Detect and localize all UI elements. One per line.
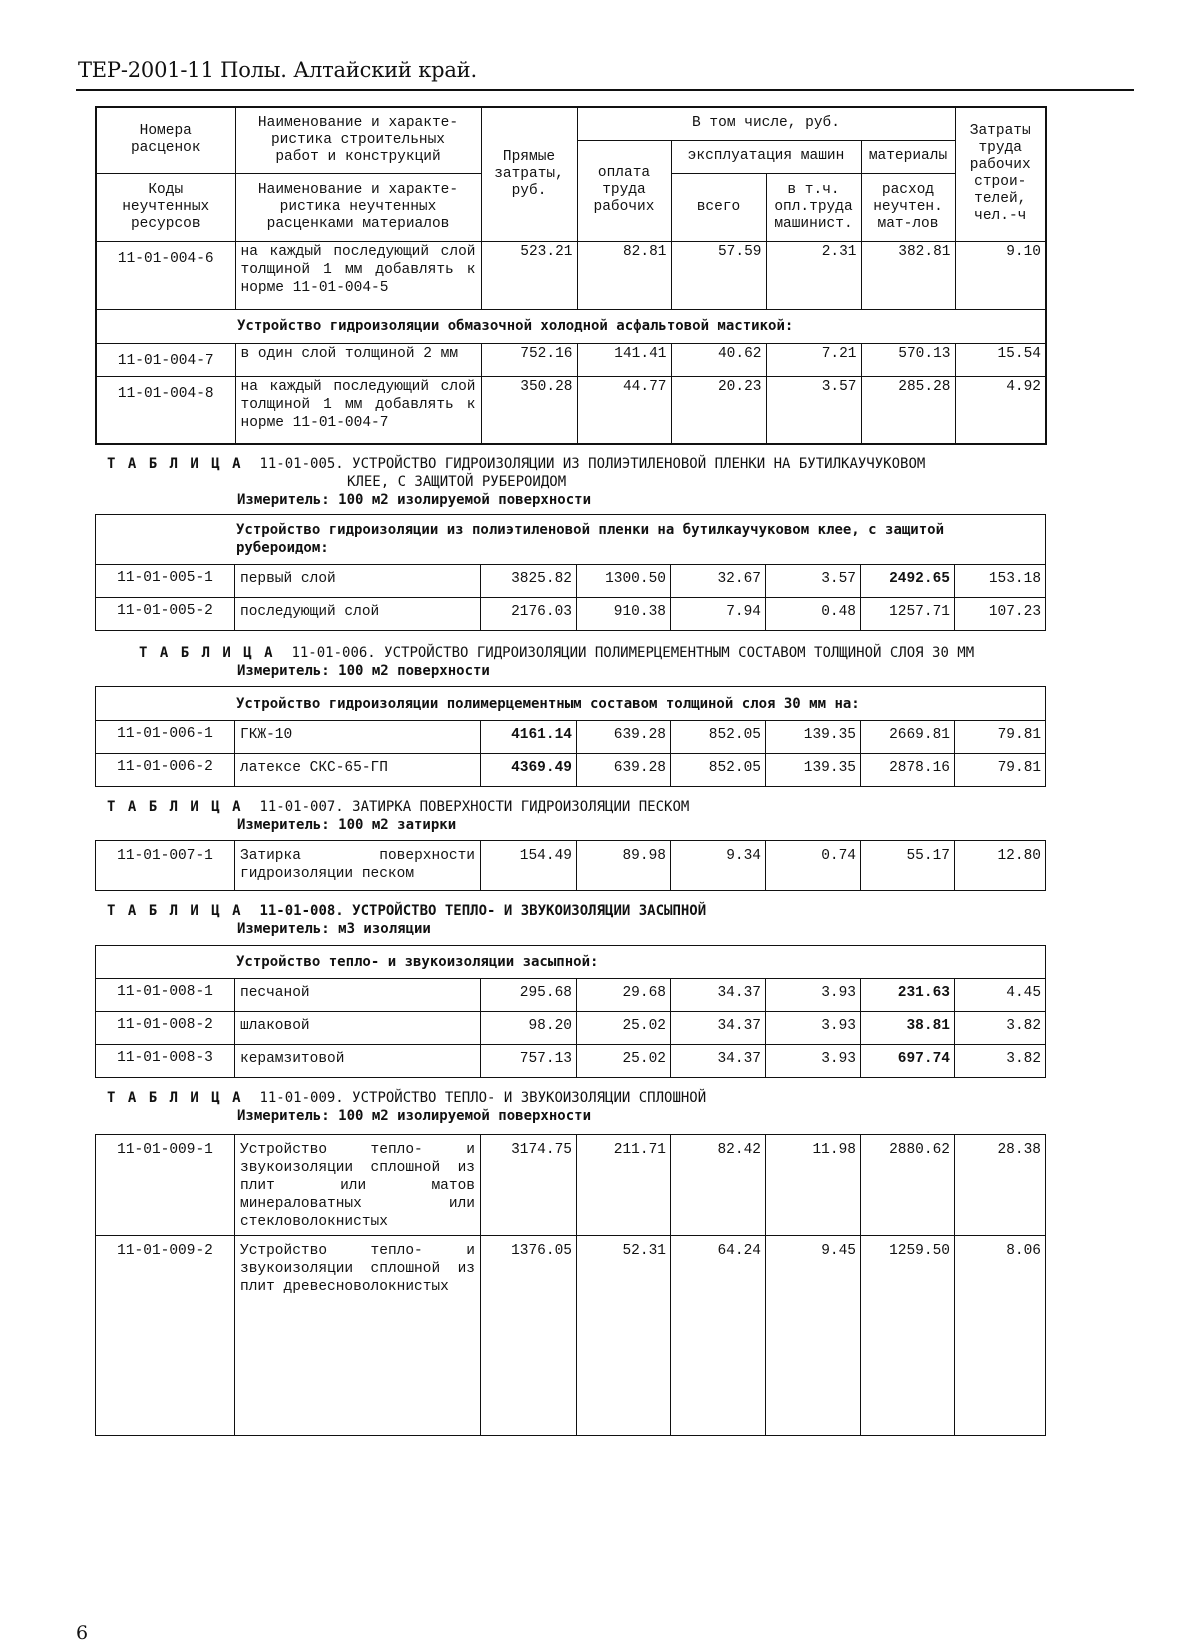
header-resource-codes: Коды неучтенных ресурсов [96, 173, 235, 241]
header-wages: оплата труда рабочих [577, 140, 671, 241]
machine-wages: 0.48 [766, 598, 861, 631]
rate-name: Затирка поверхности гидроизоляции песком [235, 841, 481, 891]
direct-costs: 1376.05 [481, 1236, 577, 1436]
labor: 3.82 [955, 1045, 1046, 1078]
table-caption-007: Т А Б Л И Ц А 11-01-007. ЗАТИРКА ПОВЕРХНОСТИ ГИДРОИЗОЛЯЦИИ ПЕСКОМ [107, 799, 690, 815]
machines: 7.94 [671, 598, 766, 631]
header-rate-numbers: Номера расценок [96, 107, 235, 173]
table-caption-009: Т А Б Л И Ц А 11-01-009. УСТРОЙСТВО ТЕПЛО- И ЗВУКОИЗОЛЯЦИИ СПЛОШНОЙ [107, 1090, 707, 1106]
machines: 20.23 [671, 376, 766, 444]
rate-code: 11-01-009-2 [96, 1236, 235, 1436]
labor: 79.81 [955, 721, 1046, 754]
rate-code: 11-01-005-2 [96, 598, 235, 631]
wages: 25.02 [577, 1012, 671, 1045]
rates-table-008 [95, 945, 1046, 1078]
rate-name: латексе СКС-65-ГП [235, 754, 481, 787]
table-row [96, 979, 1046, 1012]
rate-code: 11-01-006-1 [96, 721, 235, 754]
table-measure-005: Измеритель: 100 м2 изолируемой поверхности [237, 492, 592, 508]
rates-table-006 [95, 686, 1046, 787]
machines: 34.37 [671, 1045, 766, 1078]
labor: 28.38 [955, 1135, 1046, 1236]
rate-code: 11-01-004-8 [96, 376, 235, 444]
rate-code: 11-01-009-1 [96, 1135, 235, 1236]
machines: 32.67 [671, 565, 766, 598]
table-row [96, 343, 1046, 376]
rate-code: 11-01-006-2 [96, 754, 235, 787]
labor: 9.10 [955, 241, 1046, 309]
rate-name: в один слой толщиной 2 мм [235, 343, 481, 376]
machine-wages: 3.57 [766, 565, 861, 598]
table-row [96, 1135, 1046, 1236]
section-heading: Устройство гидроизоляции полимерцементным составом толщиной слоя 30 мм на: [96, 687, 1046, 721]
direct-costs: 154.49 [481, 841, 577, 891]
machines: 34.37 [671, 979, 766, 1012]
machines: 64.24 [671, 1236, 766, 1436]
rates-table-004 [95, 106, 1047, 445]
rate-name: шлаковой [235, 1012, 481, 1045]
materials: 570.13 [861, 343, 955, 376]
materials: 55.17 [861, 841, 955, 891]
rate-name: последующий слой [235, 598, 481, 631]
machine-wages: 139.35 [766, 721, 861, 754]
machine-wages: 11.98 [766, 1135, 861, 1236]
machine-wages: 3.57 [766, 376, 861, 444]
table-measure-009: Измеритель: 100 м2 изолируемой поверхности [237, 1108, 592, 1124]
wages: 211.71 [577, 1135, 671, 1236]
rates-table-007 [95, 840, 1046, 891]
direct-costs: 523.21 [481, 241, 577, 309]
rate-name: на каждый последующий слой толщиной 1 мм добавлять к норме 11-01-004-7 [235, 376, 481, 444]
rates-table-005 [95, 514, 1046, 631]
rates-table-009 [95, 1134, 1046, 1436]
machine-wages: 3.93 [766, 1012, 861, 1045]
header-materials: материалы [861, 140, 955, 173]
materials: 285.28 [861, 376, 955, 444]
table-row [96, 1045, 1046, 1078]
rate-name: Устройство тепло- и звукоизоляции сплошной из плит древесноволокнистых [235, 1236, 481, 1436]
section-heading: Устройство гидроизоляции из полиэтиленовой пленки на бутилкаучуковом клее, с защитой рубероидом: [96, 515, 1046, 565]
machine-wages: 3.93 [766, 1045, 861, 1078]
machine-wages: 9.45 [766, 1236, 861, 1436]
table-caption-005-cont: КЛЕЕ, С ЗАЩИТОЙ РУБЕРОИДОМ [347, 474, 567, 490]
materials: 38.81 [861, 1012, 955, 1045]
direct-costs: 4369.49 [481, 754, 577, 787]
table-measure-007: Измеритель: 100 м2 затирки [237, 817, 457, 833]
table-row [96, 598, 1046, 631]
table-row [96, 721, 1046, 754]
table-row [96, 1236, 1046, 1436]
rate-code: 11-01-008-2 [96, 1012, 235, 1045]
table-caption-005: Т А Б Л И Ц А 11-01-005. УСТРОЙСТВО ГИДРОИЗОЛЯЦИИ ИЗ ПОЛИЭТИЛЕНОВОЙ ПЛЕНКИ НА БУТИЛКАУЧУКОВОМ [107, 456, 926, 472]
header-machines: эксплуатация машин [671, 140, 861, 173]
materials: 231.63 [861, 979, 955, 1012]
direct-costs: 3174.75 [481, 1135, 577, 1236]
header-direct-costs: Прямые затраты, руб. [481, 107, 577, 241]
section-heading: Устройство гидроизоляции обмазочной холодной асфальтовой мастикой: [96, 309, 1046, 343]
wages: 89.98 [577, 841, 671, 891]
rate-code: 11-01-008-3 [96, 1045, 235, 1078]
labor: 12.80 [955, 841, 1046, 891]
machines: 57.59 [671, 241, 766, 309]
rate-code: 11-01-005-1 [96, 565, 235, 598]
labor: 3.82 [955, 1012, 1046, 1045]
wages: 25.02 [577, 1045, 671, 1078]
wages: 639.28 [577, 721, 671, 754]
wages: 639.28 [577, 754, 671, 787]
machines: 852.05 [671, 721, 766, 754]
rate-name: первый слой [235, 565, 481, 598]
table-caption-006: Т А Б Л И Ц А 11-01-006. УСТРОЙСТВО ГИДРОИЗОЛЯЦИИ ПОЛИМЕРЦЕМЕНТНЫМ СОСТАВОМ ТОЛЩИНОЙ СЛОЯ 30 ММ [139, 645, 975, 661]
wages: 1300.50 [577, 565, 671, 598]
direct-costs: 295.68 [481, 979, 577, 1012]
machine-wages: 139.35 [766, 754, 861, 787]
labor: 153.18 [955, 565, 1046, 598]
labor: 8.06 [955, 1236, 1046, 1436]
title-rule [76, 89, 1134, 91]
machines: 34.37 [671, 1012, 766, 1045]
labor: 107.23 [955, 598, 1046, 631]
page-number: 6 [76, 1622, 89, 1644]
wages: 44.77 [577, 376, 671, 444]
machine-wages: 2.31 [766, 241, 861, 309]
materials: 1259.50 [861, 1236, 955, 1436]
labor: 4.92 [955, 376, 1046, 444]
materials: 382.81 [861, 241, 955, 309]
table-row [96, 754, 1046, 787]
direct-costs: 757.13 [481, 1045, 577, 1078]
rate-name: керамзитовой [235, 1045, 481, 1078]
labor: 4.45 [955, 979, 1046, 1012]
rate-name: Устройство тепло- и звукоизоляции сплошной из плит или матов минераловатных или стекловолокнистых [235, 1135, 481, 1236]
machine-wages: 0.74 [766, 841, 861, 891]
header-machine-wages: в т.ч. опл.труда машинист. [766, 173, 861, 241]
section-heading: Устройство тепло- и звукоизоляции засыпной: [96, 946, 1046, 979]
labor: 15.54 [955, 343, 1046, 376]
direct-costs: 350.28 [481, 376, 577, 444]
machine-wages: 7.21 [766, 343, 861, 376]
machines: 82.42 [671, 1135, 766, 1236]
table-caption-008: Т А Б Л И Ц А 11-01-008. УСТРОЙСТВО ТЕПЛО- И ЗВУКОИЗОЛЯЦИИ ЗАСЫПНОЙ [107, 903, 707, 919]
materials: 1257.71 [861, 598, 955, 631]
header-labor-costs: Затраты труда рабочих строи- телей, чел.-ч [955, 107, 1046, 241]
machines: 9.34 [671, 841, 766, 891]
direct-costs: 2176.03 [481, 598, 577, 631]
rate-code: 11-01-008-1 [96, 979, 235, 1012]
direct-costs: 4161.14 [481, 721, 577, 754]
table-measure-008: Измеритель: м3 изоляции [237, 921, 431, 937]
direct-costs: 98.20 [481, 1012, 577, 1045]
materials: 697.74 [861, 1045, 955, 1078]
header-machines-total: всего [671, 173, 766, 241]
machine-wages: 3.93 [766, 979, 861, 1012]
materials: 2878.16 [861, 754, 955, 787]
table-measure-006: Измеритель: 100 м2 поверхности [237, 663, 490, 679]
table-row [96, 565, 1046, 598]
rate-name: на каждый последующий слой толщиной 1 мм добавлять к норме 11-01-004-5 [235, 241, 481, 309]
materials: 2492.65 [861, 565, 955, 598]
table-row [96, 241, 1046, 309]
machines: 852.05 [671, 754, 766, 787]
wages: 910.38 [577, 598, 671, 631]
direct-costs: 752.16 [481, 343, 577, 376]
header-work-name: Наименование и характе- ристика строительных работ и конструкций [235, 107, 481, 173]
rate-code: 11-01-007-1 [96, 841, 235, 891]
header-including: В том числе, руб. [577, 107, 955, 140]
rate-name: ГКЖ-10 [235, 721, 481, 754]
wages: 141.41 [577, 343, 671, 376]
rate-name: песчаной [235, 979, 481, 1012]
table-row [96, 841, 1046, 891]
machines: 40.62 [671, 343, 766, 376]
header-material-name: Наименование и характе- ристика неучтенных расценками материалов [235, 173, 481, 241]
labor: 79.81 [955, 754, 1046, 787]
wages: 52.31 [577, 1236, 671, 1436]
materials: 2669.81 [861, 721, 955, 754]
table-row [96, 1012, 1046, 1045]
rate-code: 11-01-004-7 [96, 343, 235, 376]
table-row [96, 376, 1046, 444]
direct-costs: 3825.82 [481, 565, 577, 598]
wages: 29.68 [577, 979, 671, 1012]
page-title: ТЕР-2001-11 Полы. Алтайский край. [78, 58, 477, 82]
header-material-use: расход неучтен. мат-лов [861, 173, 955, 241]
wages: 82.81 [577, 241, 671, 309]
materials: 2880.62 [861, 1135, 955, 1236]
rate-code: 11-01-004-6 [96, 241, 235, 309]
